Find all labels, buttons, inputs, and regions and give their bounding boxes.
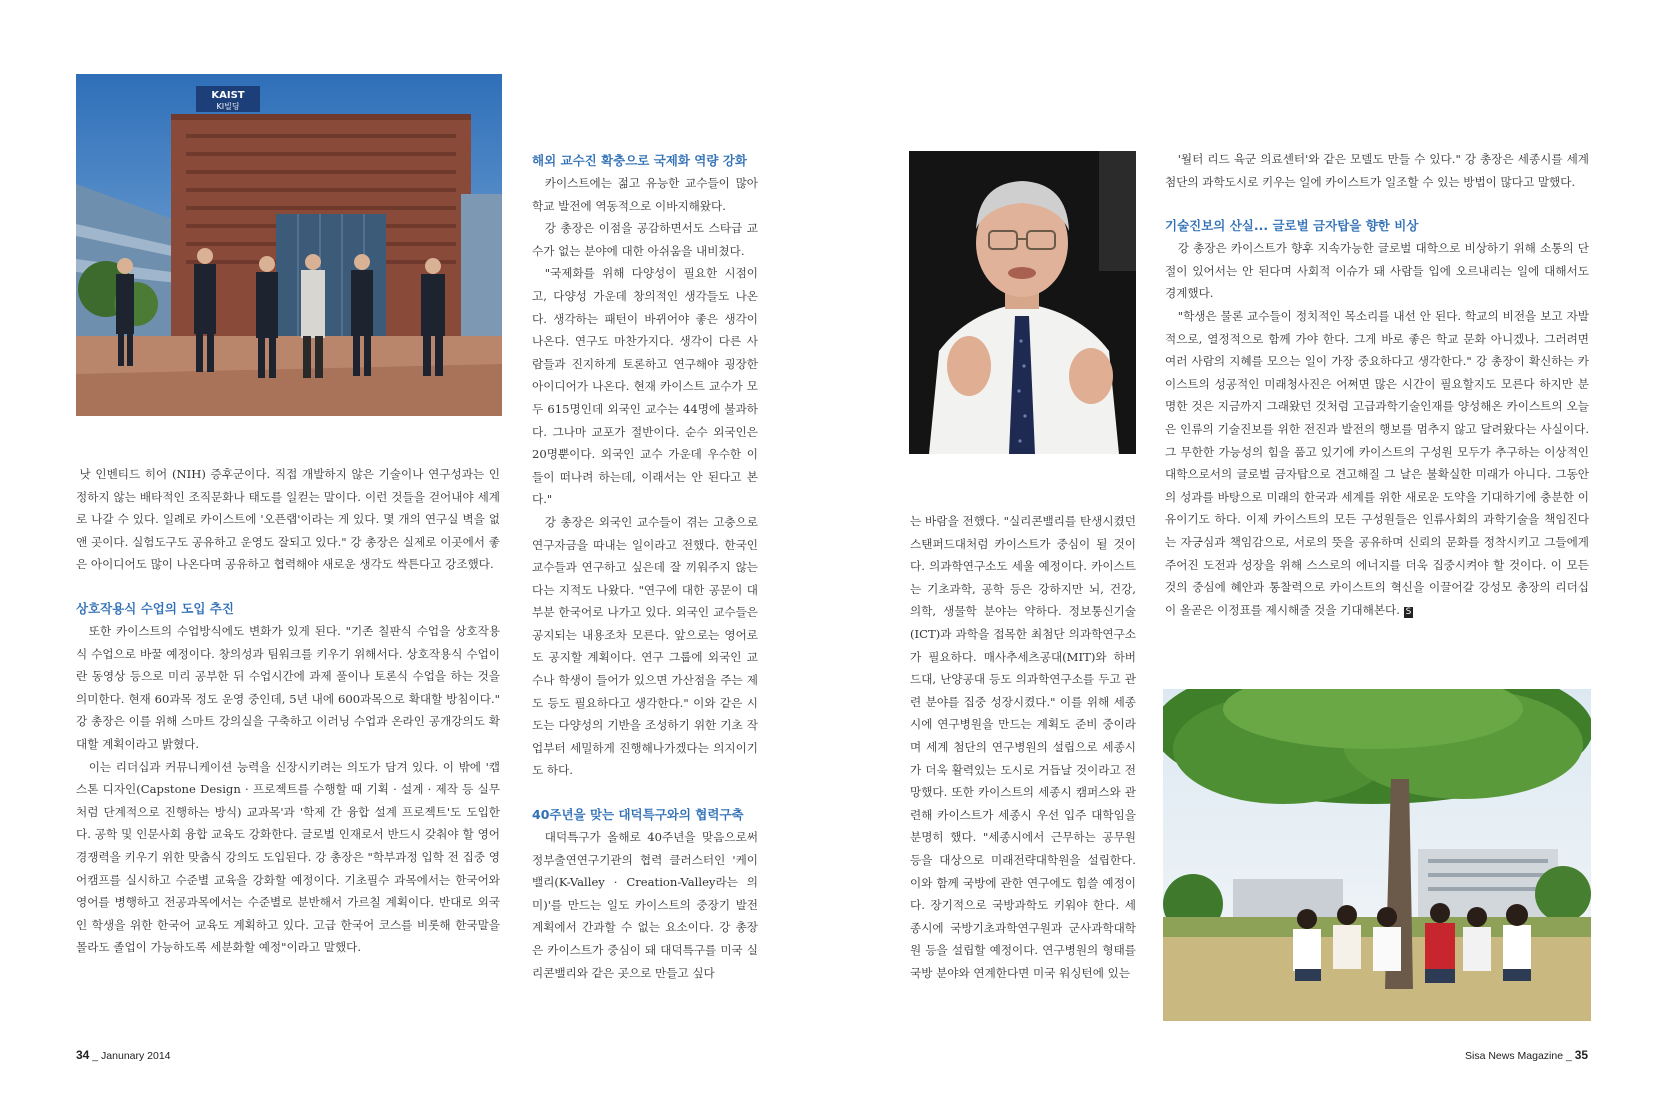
page-number-left: 34	[76, 1048, 90, 1062]
section-heading-interactive-classes: 상호작용식 수업의 도입 추진	[76, 600, 234, 616]
section4-paragraph-1: 강 총장은 카이스트가 향후 지속가능한 글로벌 대학으로 비상하기 위해 소통의 단절이 있어서는 안 된다며 사회적 이슈가 돼 사람들 입에 오르내리는 일에 대해서도 경계했다.	[1165, 241, 1589, 301]
section-heading-global-vision: 기술진보의 산실... 글로벌 금자탑을 향한 비상	[1165, 218, 1419, 234]
photo-students-under-tree	[1163, 689, 1591, 1021]
section2-paragraph-1: 카이스트에는 젊고 유능한 교수들이 많아 학교 발전에 역동적으로 이바지해왔다.	[532, 176, 758, 213]
section-heading-international-faculty: 해외 교수진 확충으로 국제화 역량 강화	[532, 153, 747, 168]
page-number-right: 35	[1574, 1048, 1589, 1062]
section2-paragraph-3: "국제화를 위해 다양성이 필요한 시점이고, 다양성 가운데 창의적인 생각들도 나온다. 생각하는 패턴이 바뀌어야 좋은 생각이 나온다. 연구도 마찬가지다. 생각이 다른 사람들과 진지하게 토론하고 연구해야 굉장한 아이디어가 나온다. 현재 카이스트 교수가 모두 615명인데 외국인 교수는 44명에 불과하다. 그나마 교포가 절반이다. 순수 외국인은 20명뿐이다. 외국인 교수 가운데 우수한 이들이 떠나려 하는데, 이래서는 안 된다고 본다."	[532, 266, 758, 507]
page-folio-left: 34 _ Janunary 2014	[76, 1048, 171, 1062]
page-folio-right: Sisa News Magazine _ 35	[1465, 1048, 1589, 1062]
continued-paragraph: 는 바람을 전했다. "실리콘밸리를 탄생시켰던 스탠퍼드대처럼 카이스트가 중심이 될 것이다. 의과학연구소도 세울 예정이다. 카이스트는 기초과학, 공학 등은 강하지만 뇌, 건강, 의학, 생물학 분야는 약하다. 정보통신기술(ICT)과 과학을 접목한 최첨단 의과학연구소가 필요하다. 매사추세츠공대(MIT)와 하버드대, 난양공대 등도 의과학연구소를 두고 관련 분야를 집중 성장시켰다." 이를 위해 세종시에 연구병원을 만드는 계획도 준비 중이라며 세계 첨단의 연구병원의 설립으로 세종시가 더욱 활력있는 도시로 거듭날 것이라고 전망했다. 또한 카이스트의 세종시 캠퍼스와 관련해 카이스트가 세종시 우선 입주 대학임을 분명히 했다. "세종시에서 근무하는 공무원 등을 대상으로 미래전략대학원을 설립한다. 이와 함께 국방에 관한 연구에도 힘쓸 예정이다. 장기적으로 국방과학도 키워야 한다. 세종시에 국방기초과학연구원과 군사과학대학원 등을 설립할 예정이다. 연구병원의 형태를 국방 분야와 연계한다면 미국 워싱턴에 있는	[910, 514, 1136, 980]
photo-president-portrait	[909, 151, 1136, 454]
building-sign-en: KAIST	[211, 90, 245, 101]
section4-paragraph-2	[1165, 305, 1589, 621]
section1-paragraph-2: 이는 리더십과 커뮤니케이션 능력을 신장시키려는 의도가 담겨 있다. 이 밖에 '캡스톤 디자인(Capstone Design · 프로젝트를 수행할 때 기획 · 설계 · 제작 등 실무처럼 단계적으로 진행하는 방식) 교과목'과 '학제 간 융합 설계 프로젝트'도 도입한다. 공학 및 인문사회 융합 교육도 강화한다. 글로벌 인재로서 반드시 갖춰야 할 영어경쟁력을 키우기 위한 맞춤식 강의도 도입된다. 강 총장은 "학부과정 입학 전 집중 영어캠프를 실시하고 수준별 교육을 강화할 예정이다. 기초필수 과목에서는 한국어와 영어를 병행하고 전공과목에서는 수준별로 분반해서 가르칠 계획이다. 반대로 외국인 학생을 위한 한국어 교육도 계획하고 있다. 고급 한국어 코스를 비롯해 한국말을 몰라도 졸업이 가능하도록 세분화할 예정"이라고 말했다.	[76, 759, 500, 955]
section4-paragraph-2-text: "학생은 물론 교수들이 정치적인 목소리를 내선 안 된다. 학교의 비전을 보고 자발적으로, 열정적으로 함께 가야 한다. 그게 바로 좋은 학교 문화 아니겠나. 그러려면 여러 사람의 지혜를 모으는 일이 가장 중요하다고 생각한다." 강 총장이 확신하는 카이스트의 성공적인 미래청사진은 어쩌면 많은 시간이 필요할지도 모른다 하지만 분명한 것은 지금까지 그래왔던 것처럼 고급과학기술인재를 양성해온 카이스트의 오늘은 인류의 기술진보를 위한 전진과 발전의 행보를 멈추지 않고 달려왔다는 사실이다. 그 무한한 가능성의 힘을 품고 있기에 카이스트의 구성원 모두가 추구하는 이상적인 대학으로서의 글로벌 금자탑으로 견고해질 그 날은 불확실한 미래가 아니다. 그동안의 성과를 바탕으로 미래의 한국과 세계를 위한 새로운 도약을 기대하기에 충분한 이유이기도 하다. 이제 카이스트의 모든 구성원들은 인류사회의 과학기술을 책임진다는 자긍심과 책임감으로, 서로의 뜻을 공유하며 신뢰의 문화를 정착시키고 그들에게 주어진 도전과 성장을 위해 스스로의 에너지를 더욱 집중시켜야 할 것이다. 이 모든 것의 중심에 혜안과 통찰력으로 카이스트의 혁신을 이끌어갈 강성모 총장의 리더십이 올곧은 이정표를 제시해줄 것을 기대해본다.	[1165, 308, 1589, 617]
right-page-column-2	[1165, 148, 1589, 621]
photo-kaist-building	[76, 74, 502, 416]
section-heading-daedeok: 40주년을 맞는 대덕특구와의 협력구축	[532, 807, 744, 823]
left-page-column-2	[532, 150, 758, 984]
top-right-paragraph: '월터 리드 육군 의료센터'와 같은 모델도 만들 수 있다." 강 총장은 세종시를 세계 첨단의 과학도시로 키우는 일에 카이스트가 일조할 수 있는 방법이 많다고 말했다.	[1165, 152, 1589, 189]
building-sign-ko: KI빌딩	[216, 102, 240, 111]
section2-paragraph-2: 강 총장은 이점을 공감하면서도 스타급 교수가 없는 분야에 대한 아쉬움을 내비쳤다.	[532, 221, 758, 258]
section3-paragraph-1: 대덕특구가 올해로 40주년을 맞음으로써 정부출연연구기관의 협력 클러스터인 '케이밸리(K-Valley · Creation-Valley라는 의미)'를 만드는 일도 카이스트의 중장기 발전계획에서 간과할 수 없는 요소이다. 강 총장은 카이스트가 중심이 돼 대덕특구를 미국 실리콘밸리와 같은 곳으로 만들고 싶다	[532, 830, 758, 980]
intro-paragraph: 낫 인벤티드 히어 (NIH) 증후군이다. 직접 개발하지 않은 기술이나 연구성과는 인정하지 않는 배타적인 조직문화나 태도를 일컫는 말이다. 이런 것들을 걷어내야 세계로 나갈 수 있다. 일례로 카이스트에 '오픈랩'이라는 게 있다. 몇 개의 연구실 벽을 없앤 곳이다. 실험도구도 공유하고 운영도 잘되고 있다." 강 총장은 실제로 이곳에서 좋은 아이디어도 많이 나온다며 공유하고 협력해야 새로운 생각도 싹튼다고 강조했다.	[76, 467, 500, 572]
section2-paragraph-4: 강 총장은 외국인 교수들이 겪는 고충으로 연구자금을 따내는 일이라고 전했다. 한국인 교수들과 연구하고 싶은데 잘 끼워주지 않는다는 지적도 나왔다. "연구에 대한 공문이 대부분 한국어로 나가고 있다. 외국인 교수들은 공지되는 내용조차 모른다. 앞으로는 영어로도 공지할 계획이다. 연구 그룹에 외국인 교수나 학생이 들어가 있으면 가산점을 주는 제도 등도 필요하다고 생각한다." 이와 같은 시도는 다양성의 기반을 조성하기 위한 기초 작업부터 세밀하게 진행해나가겠다는 의지이기도 하다.	[532, 514, 758, 778]
section1-paragraph-1: 또한 카이스트의 수업방식에도 변화가 있게 된다. "기존 칠판식 수업을 상호작용식 수업으로 바꿀 예정이다. 창의성과 팀워크를 키우기 위해서다. 상호작용식 수업이란 동영상 등으로 미리 공부한 뒤 수업시간에 과제 풀이나 토론식 수업을 하는 것을 의미한다. 현재 60과목 정도 운영 중인데, 5년 내에 600과목으로 확대할 방침이다." 강 총장은 이를 위해 스마트 강의실을 구축하고 이러닝 수업과 온라인 공개강의도 확대할 계획이라고 밝혔다.	[76, 623, 500, 751]
magazine-name: Sisa News Magazine	[1465, 1050, 1564, 1062]
end-mark-icon: S	[1405, 606, 1412, 617]
issue-date: Janunary 2014	[101, 1050, 171, 1062]
right-page-column-1	[910, 510, 1136, 984]
left-page-column-1	[76, 463, 500, 959]
